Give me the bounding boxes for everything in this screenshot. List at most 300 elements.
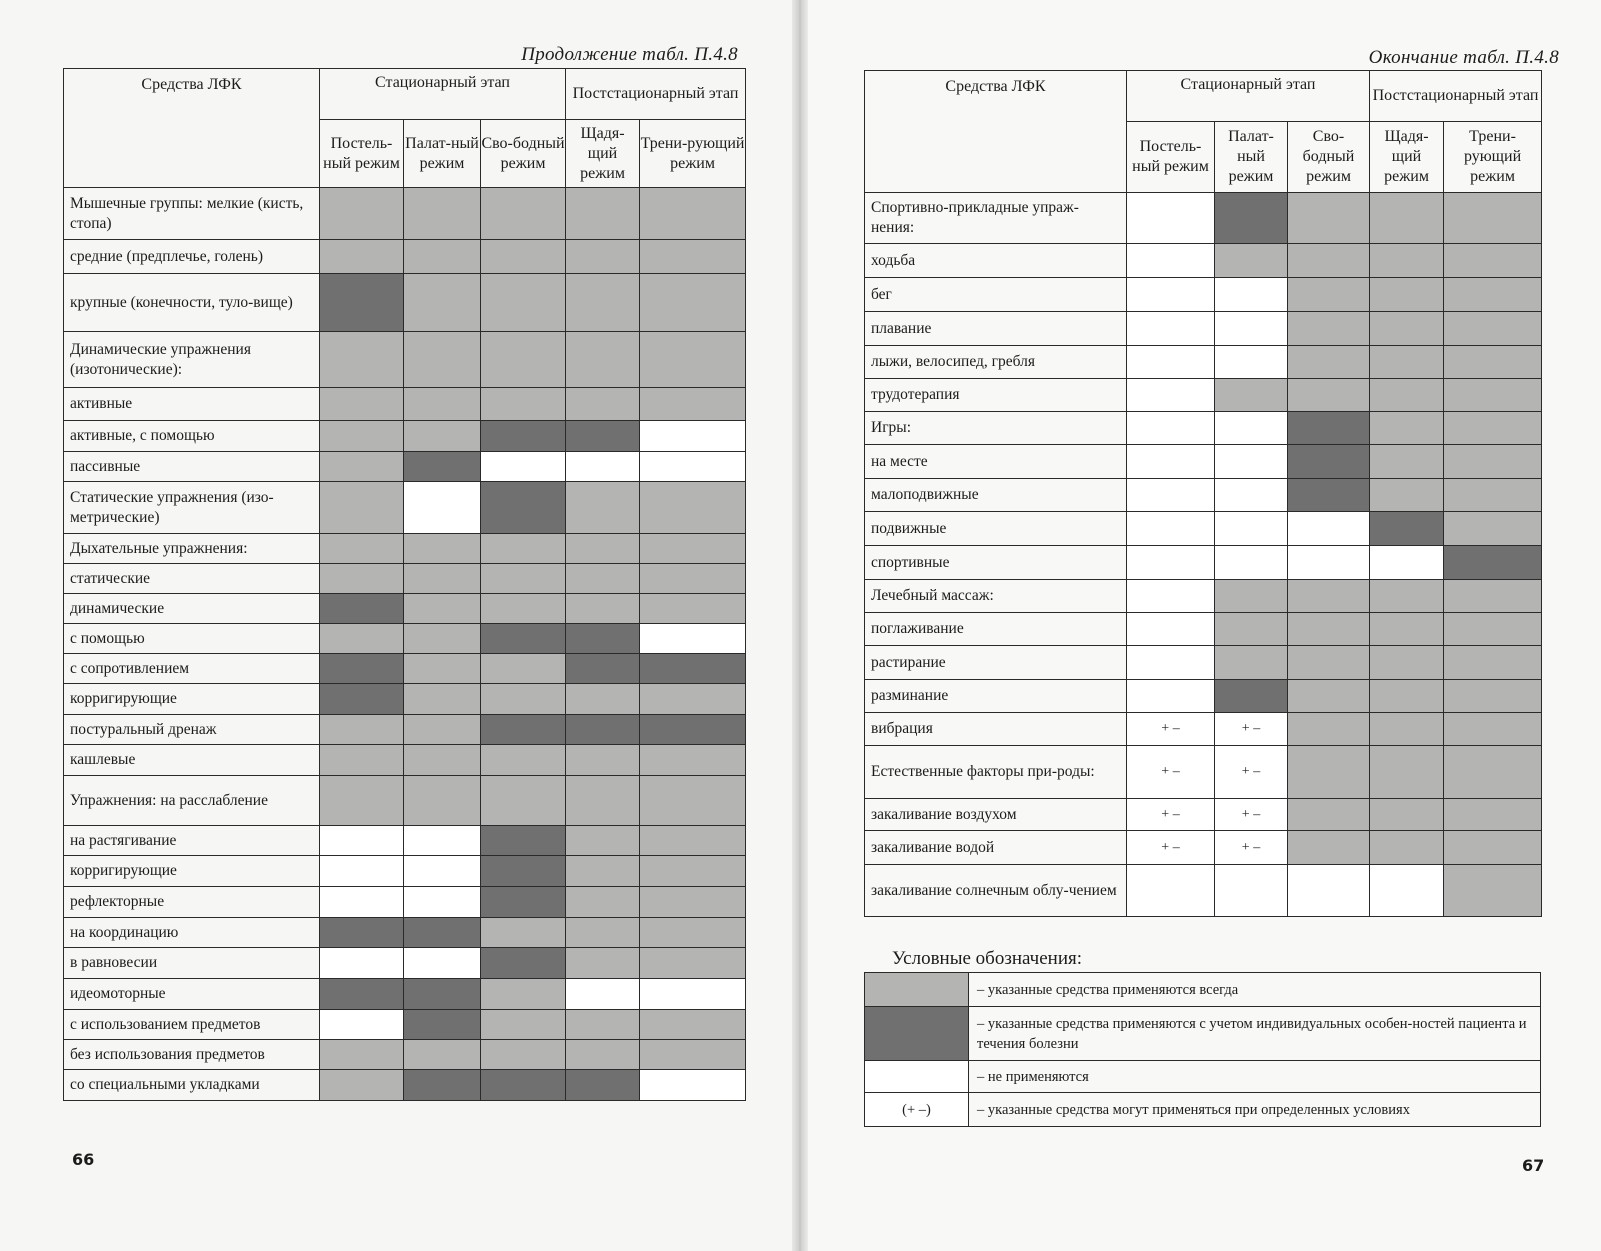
page-number: 67 <box>1522 1156 1545 1175</box>
row-label: Спортивно-прикладные упраж-нения: <box>865 193 1127 244</box>
shade-cell <box>320 745 404 776</box>
shade-cell <box>481 856 566 887</box>
shade-cell <box>1127 244 1215 278</box>
table-row <box>64 887 746 918</box>
shade-cell <box>404 421 481 452</box>
shade-cell <box>481 1010 566 1040</box>
table-row <box>64 240 746 274</box>
shade-cell <box>1370 746 1444 799</box>
shade-cell <box>320 918 404 948</box>
row-label: постуральный дренаж <box>64 715 320 745</box>
table-row <box>865 680 1542 713</box>
shade-cell <box>640 564 746 594</box>
shade-cell: + – <box>1127 746 1215 799</box>
legend-table <box>864 972 1541 1127</box>
header-free: Сво-бодный режим <box>481 120 566 188</box>
row-label: закаливание воздухом <box>865 799 1127 831</box>
header-bed: Постель-ный режим <box>1127 122 1215 193</box>
shade-cell <box>404 564 481 594</box>
table-row <box>865 580 1542 613</box>
shade-cell <box>404 482 481 534</box>
legend-row <box>865 1061 1541 1093</box>
table-caption: Продолжение табл. П.4.8 <box>521 44 738 65</box>
shade-cell <box>1215 312 1288 346</box>
shade-cell <box>1288 713 1370 746</box>
shade-cell <box>404 856 481 887</box>
shade-cell <box>1215 580 1288 613</box>
shade-cell <box>1370 546 1444 580</box>
row-label: на координацию <box>64 918 320 948</box>
table-row <box>64 979 746 1010</box>
shade-cell <box>1444 278 1542 312</box>
shade-cell <box>320 188 404 240</box>
shade-cell <box>1288 680 1370 713</box>
shade-cell <box>640 979 746 1010</box>
shade-cell <box>640 274 746 332</box>
row-label: Естественные факторы при-роды: <box>865 746 1127 799</box>
shade-cell <box>481 594 566 624</box>
legend-body <box>865 973 1541 1127</box>
shade-cell <box>1444 613 1542 646</box>
shade-cell <box>1288 865 1370 917</box>
shade-cell <box>640 918 746 948</box>
shade-cell <box>481 240 566 274</box>
shade-cell <box>640 948 746 979</box>
shade-cell <box>1288 799 1370 831</box>
shade-cell <box>1215 479 1288 512</box>
shade-cell <box>404 918 481 948</box>
legend-text: – указанные средства могут применяться при определенных условиях <box>969 1093 1541 1127</box>
shade-cell <box>320 979 404 1010</box>
shade-cell <box>1127 865 1215 917</box>
shade-cell <box>404 826 481 856</box>
shade-cell <box>566 332 640 388</box>
row-label: в равновесии <box>64 948 320 979</box>
shade-cell <box>640 388 746 421</box>
lfk-table-right <box>864 70 1542 917</box>
shade-cell <box>566 482 640 534</box>
row-label: спортивные <box>865 546 1127 580</box>
header-training: Трени-рующий режим <box>640 120 746 188</box>
table-row <box>64 745 746 776</box>
shade-cell <box>1215 512 1288 546</box>
shade-cell <box>566 274 640 332</box>
shade-cell <box>1215 546 1288 580</box>
table-row <box>64 1010 746 1040</box>
shade-cell <box>481 654 566 684</box>
shade-cell <box>404 776 481 826</box>
shade-cell <box>566 1010 640 1040</box>
row-label: с использованием предметов <box>64 1010 320 1040</box>
shade-cell <box>566 979 640 1010</box>
table-body <box>64 188 746 1101</box>
shade-cell <box>566 887 640 918</box>
shade-cell <box>481 887 566 918</box>
shade-cell <box>404 715 481 745</box>
shade-cell <box>404 745 481 776</box>
shade-cell <box>320 274 404 332</box>
shade-cell <box>481 388 566 421</box>
row-label: разминание <box>865 680 1127 713</box>
shade-cell <box>566 564 640 594</box>
book-gutter <box>792 0 808 1251</box>
shade-cell <box>1288 346 1370 379</box>
table-row <box>64 654 746 684</box>
shade-cell <box>1127 312 1215 346</box>
shade-cell <box>1127 445 1215 479</box>
header-stationary: Стационарный этап <box>1127 71 1370 122</box>
shade-cell <box>1288 412 1370 445</box>
table-row <box>64 624 746 654</box>
shade-cell <box>1444 865 1542 917</box>
table-row <box>865 865 1542 917</box>
shade-cell <box>1370 680 1444 713</box>
shade-cell <box>640 826 746 856</box>
header-means: Средства ЛФК <box>64 69 320 188</box>
shade-cell <box>320 388 404 421</box>
shade-cell <box>1444 479 1542 512</box>
table-row <box>865 312 1542 346</box>
shade-cell <box>1444 546 1542 580</box>
shade-cell <box>320 684 404 715</box>
header-post: Постстационарный этап <box>566 69 746 120</box>
shade-cell <box>566 452 640 482</box>
table-row <box>865 546 1542 580</box>
table-row <box>865 412 1542 445</box>
shade-cell <box>566 421 640 452</box>
shade-cell <box>566 918 640 948</box>
shade-cell <box>1127 546 1215 580</box>
row-label: бег <box>865 278 1127 312</box>
shade-cell <box>1370 193 1444 244</box>
shade-cell <box>1288 512 1370 546</box>
shade-cell <box>1288 312 1370 346</box>
shade-cell <box>1288 193 1370 244</box>
shade-cell <box>1215 379 1288 412</box>
table-row <box>64 188 746 240</box>
shade-cell <box>1127 379 1215 412</box>
shade-cell <box>320 654 404 684</box>
shade-cell <box>1444 713 1542 746</box>
left-page <box>0 0 792 1251</box>
row-label: Статические упражнения (изо-метрические) <box>64 482 320 534</box>
shade-cell <box>1215 613 1288 646</box>
table-row <box>64 452 746 482</box>
shade-cell <box>320 624 404 654</box>
row-label: рефлекторные <box>64 887 320 918</box>
shade-cell <box>566 776 640 826</box>
header-gentle: Щадя-щий режим <box>1370 122 1444 193</box>
shade-cell <box>566 654 640 684</box>
table-row <box>64 684 746 715</box>
shade-cell <box>566 388 640 421</box>
shade-cell <box>404 654 481 684</box>
header-gentle: Щадя-щий режим <box>566 120 640 188</box>
shade-cell <box>404 684 481 715</box>
row-label: ходьба <box>865 244 1127 278</box>
shade-cell: + – <box>1127 831 1215 865</box>
shade-cell <box>1444 445 1542 479</box>
shade-cell <box>481 948 566 979</box>
table-row <box>64 594 746 624</box>
shade-cell <box>1215 346 1288 379</box>
shade-cell <box>1444 746 1542 799</box>
legend-swatch <box>865 1061 969 1093</box>
shade-cell <box>481 452 566 482</box>
row-label: подвижные <box>865 512 1127 546</box>
shade-cell <box>1288 546 1370 580</box>
shade-cell <box>481 421 566 452</box>
shade-cell <box>1127 278 1215 312</box>
shade-cell: + – <box>1127 713 1215 746</box>
row-label: активные <box>64 388 320 421</box>
shade-cell <box>320 1010 404 1040</box>
shade-cell <box>320 421 404 452</box>
shade-cell <box>640 776 746 826</box>
shade-cell <box>481 979 566 1010</box>
row-label: трудотерапия <box>865 379 1127 412</box>
shade-cell <box>1288 379 1370 412</box>
row-label: крупные (конечности, туло-вище) <box>64 274 320 332</box>
shade-cell <box>320 776 404 826</box>
table-row <box>865 445 1542 479</box>
shade-cell <box>320 715 404 745</box>
shade-cell <box>1127 346 1215 379</box>
shade-cell <box>640 624 746 654</box>
shade-cell: + – <box>1215 831 1288 865</box>
table-row <box>865 613 1542 646</box>
table-row <box>865 831 1542 865</box>
row-label: на месте <box>865 445 1127 479</box>
legend-swatch <box>865 973 969 1007</box>
shade-cell <box>640 188 746 240</box>
shade-cell <box>1444 244 1542 278</box>
row-label: со специальными укладками <box>64 1070 320 1101</box>
table-row <box>865 646 1542 680</box>
shade-cell <box>404 388 481 421</box>
table-row <box>865 713 1542 746</box>
shade-cell <box>1288 613 1370 646</box>
shade-cell: + – <box>1127 799 1215 831</box>
table-row <box>64 564 746 594</box>
shade-cell <box>481 564 566 594</box>
shade-cell <box>481 745 566 776</box>
shade-cell <box>404 240 481 274</box>
shade-cell <box>320 332 404 388</box>
shade-cell <box>640 1070 746 1101</box>
shade-cell <box>481 1070 566 1101</box>
row-label: плавание <box>865 312 1127 346</box>
shade-cell <box>481 1040 566 1070</box>
shade-cell <box>1370 799 1444 831</box>
shade-cell <box>320 856 404 887</box>
table-row <box>64 1070 746 1101</box>
table-caption: Окончание табл. П.4.8 <box>1368 47 1559 68</box>
row-label: с сопротивлением <box>64 654 320 684</box>
row-label: Мышечные группы: мелкие (кисть, стопа) <box>64 188 320 240</box>
table-row <box>865 512 1542 546</box>
shade-cell <box>1215 646 1288 680</box>
legend-text: – указанные средства применяются с учетом индивидуальных особен-ностей пациента и течения болезни <box>969 1007 1541 1061</box>
shade-cell <box>640 856 746 887</box>
shade-cell <box>320 452 404 482</box>
shade-cell <box>481 918 566 948</box>
header-training: Трени-рующий режим <box>1444 122 1542 193</box>
shade-cell <box>320 594 404 624</box>
table-row <box>64 715 746 745</box>
row-label: корригирующие <box>64 684 320 715</box>
shade-cell <box>1288 479 1370 512</box>
shade-cell <box>1215 865 1288 917</box>
shade-cell <box>481 332 566 388</box>
row-label: средние (предплечье, голень) <box>64 240 320 274</box>
header-free: Сво-бодный режим <box>1288 122 1370 193</box>
shade-cell <box>1370 713 1444 746</box>
table-row <box>865 746 1542 799</box>
shade-cell <box>1444 379 1542 412</box>
shade-cell <box>566 624 640 654</box>
header-stationary: Стационарный этап <box>320 69 566 120</box>
row-label: закаливание водой <box>865 831 1127 865</box>
header-post: Постстационарный этап <box>1370 71 1542 122</box>
shade-cell <box>1288 646 1370 680</box>
shade-cell <box>320 1040 404 1070</box>
shade-cell <box>1370 244 1444 278</box>
shade-cell <box>481 776 566 826</box>
shade-cell: + – <box>1215 746 1288 799</box>
shade-cell <box>1127 646 1215 680</box>
shade-cell <box>1127 680 1215 713</box>
shade-cell <box>481 684 566 715</box>
header-means: Средства ЛФК <box>865 71 1127 193</box>
shade-cell <box>481 534 566 564</box>
shade-cell <box>320 826 404 856</box>
shade-cell <box>481 715 566 745</box>
shade-cell <box>404 1010 481 1040</box>
row-label: статические <box>64 564 320 594</box>
row-label: Упражнения: на расслабление <box>64 776 320 826</box>
row-label: с помощью <box>64 624 320 654</box>
row-label: малоподвижные <box>865 479 1127 512</box>
shade-cell <box>481 624 566 654</box>
legend-title: Условные обозначения: <box>892 948 1083 969</box>
table-row <box>865 479 1542 512</box>
legend-row <box>865 973 1541 1007</box>
shade-cell <box>1444 346 1542 379</box>
shade-cell <box>640 240 746 274</box>
shade-cell <box>404 534 481 564</box>
table-row <box>64 1040 746 1070</box>
shade-cell <box>1127 512 1215 546</box>
header-bed: Постель-ный режим <box>320 120 404 188</box>
shade-cell <box>1444 512 1542 546</box>
table-row <box>865 799 1542 831</box>
shade-cell <box>1127 613 1215 646</box>
shade-cell <box>1288 244 1370 278</box>
shade-cell <box>1444 412 1542 445</box>
shade-cell <box>1444 831 1542 865</box>
legend-row <box>865 1007 1541 1061</box>
shade-cell <box>640 534 746 564</box>
shade-cell <box>1370 646 1444 680</box>
shade-cell <box>1215 244 1288 278</box>
shade-cell <box>320 564 404 594</box>
table-row <box>64 388 746 421</box>
shade-cell <box>566 684 640 715</box>
shade-cell <box>404 948 481 979</box>
shade-cell <box>1444 646 1542 680</box>
shade-cell <box>1370 479 1444 512</box>
shade-cell <box>1288 278 1370 312</box>
table-row <box>64 534 746 564</box>
shade-cell <box>1444 580 1542 613</box>
shade-cell <box>566 1040 640 1070</box>
shade-cell <box>1370 412 1444 445</box>
table-row <box>64 421 746 452</box>
shade-cell <box>1444 680 1542 713</box>
legend-text: – указанные средства применяются всегда <box>969 973 1541 1007</box>
page-number: 66 <box>72 1150 95 1169</box>
shade-cell <box>1370 580 1444 613</box>
row-label: без использования предметов <box>64 1040 320 1070</box>
shade-cell <box>1444 193 1542 244</box>
shade-cell <box>640 684 746 715</box>
shade-cell: + – <box>1215 713 1288 746</box>
table-row <box>64 826 746 856</box>
shade-cell <box>404 274 481 332</box>
shade-cell <box>404 188 481 240</box>
header-ward: Палат-ный режим <box>404 120 481 188</box>
legend-row <box>865 1093 1541 1127</box>
shade-cell <box>566 534 640 564</box>
shade-cell <box>1288 831 1370 865</box>
shade-cell <box>1370 831 1444 865</box>
shade-cell <box>1127 580 1215 613</box>
row-label: пассивные <box>64 452 320 482</box>
shade-cell <box>1288 746 1370 799</box>
shade-cell <box>320 534 404 564</box>
table-row <box>64 776 746 826</box>
legend-swatch <box>865 1007 969 1061</box>
shade-cell <box>566 715 640 745</box>
shade-cell <box>481 482 566 534</box>
shade-cell <box>1370 865 1444 917</box>
row-label: поглаживание <box>865 613 1127 646</box>
shade-cell <box>566 594 640 624</box>
shade-cell <box>1370 312 1444 346</box>
shade-cell <box>640 745 746 776</box>
row-label: Игры: <box>865 412 1127 445</box>
shade-cell <box>320 240 404 274</box>
row-label: Дыхательные упражнения: <box>64 534 320 564</box>
shade-cell <box>404 887 481 918</box>
shade-cell <box>640 421 746 452</box>
shade-cell <box>1288 580 1370 613</box>
shade-cell <box>566 745 640 776</box>
shade-cell <box>640 715 746 745</box>
shade-cell <box>640 1010 746 1040</box>
shade-cell <box>640 332 746 388</box>
shade-cell <box>640 594 746 624</box>
table-row <box>64 918 746 948</box>
shade-cell <box>481 188 566 240</box>
row-label: вибрация <box>865 713 1127 746</box>
shade-cell <box>566 1070 640 1101</box>
shade-cell <box>1288 445 1370 479</box>
row-label: лыжи, велосипед, гребля <box>865 346 1127 379</box>
table-row <box>865 379 1542 412</box>
shade-cell <box>640 654 746 684</box>
